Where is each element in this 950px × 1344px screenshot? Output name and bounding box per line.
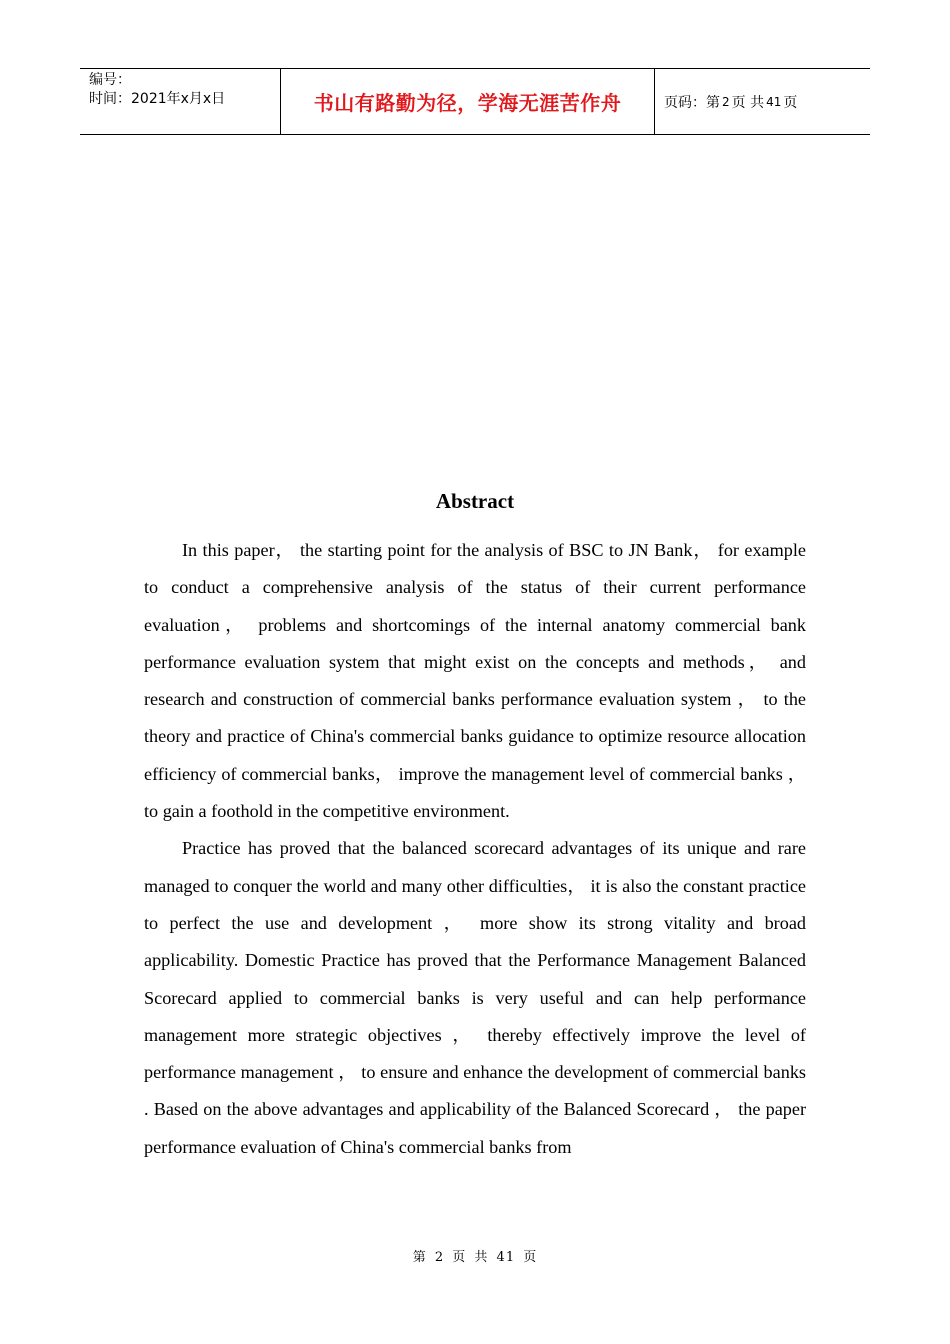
header-page-info [655,69,870,134]
page-suffix: 页 [783,94,798,111]
paragraph-2: Practice has proved that the balanced scorecard advantages of its unique and rare managed to conquer the world and many other difficulties， it is also the constant practice to perfect the use and development ， more show its strong vitality and broad applicability. Domestic Practice has proved that the Performance Management Balanced Scorecard applied to commercial banks is very useful and can help performance management more strategic objectives ， thereby effectively improve the level of performance management ， to ensure and enhance the development of commercial banks . Based on the above advantages and applicability of the Balanced Scorecard ， the paper performance evaluation of China's commercial banks from [144,838,806,1157]
header-motto: 书山有路勤为径，学海无涯苦作舟 [281,69,655,134]
page-prefix: 页码：第 [664,94,720,111]
header-meta [80,69,281,134]
page-footer: 第 2 页 共 41 页 [412,1250,538,1265]
page-current: 2 [722,94,730,109]
abstract-body [144,532,806,1166]
paragraph-1: In this paper， the starting point for the analysis of BSC to JN Bank， for example to conduct a comprehensive analysis of the status of their current performance evaluation， problems and shortcomings of the internal anatomy commercial bank performance evaluation system that might exist on the concepts and methods， and research and construction of commercial banks performance evaluation system ， to the theory and practice of China's commercial banks guidance to optimize resource allocation efficiency of commercial banks， improve the management level of commercial banks ， to gain a foothold in the competitive environment. [144,540,806,822]
abstract-title: Abstract [435,489,515,513]
serial-label: 编号： [89,72,131,88]
page-header [80,68,870,135]
date-label: 时间：2021年x月x日 [89,91,226,107]
page-middle: 页 共 [731,94,765,111]
page-total: 41 [766,94,782,109]
